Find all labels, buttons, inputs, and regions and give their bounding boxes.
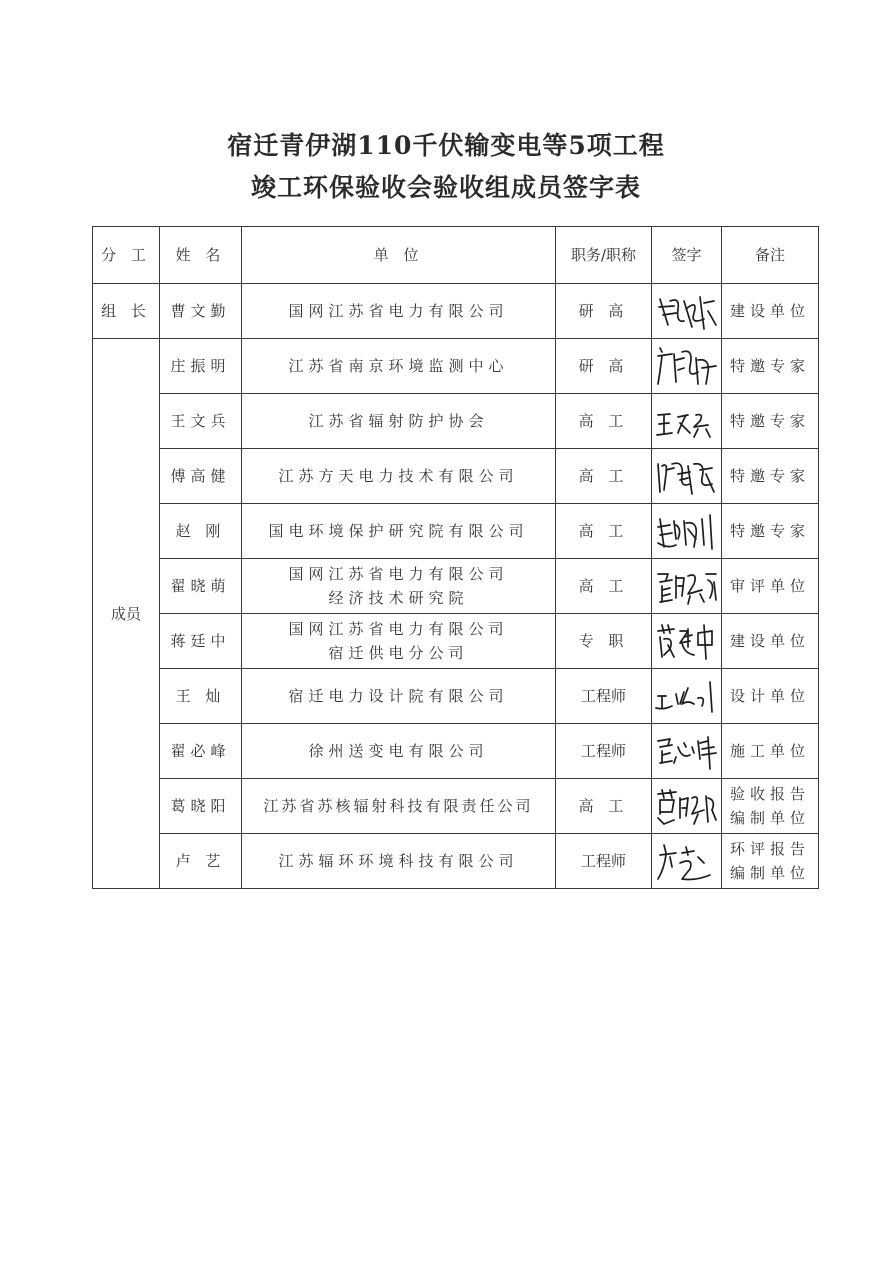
member-name: 傅高健 — [160, 449, 242, 504]
member-note: 施工单位 — [722, 724, 819, 779]
signature-cell — [652, 339, 722, 394]
member-unit: 江苏省苏核辐射科技有限责任公司 — [242, 779, 556, 834]
header-title: 职务/职称 — [556, 227, 652, 284]
member-name: 翟晓萌 — [160, 559, 242, 614]
title-line-2: 竣工环保验收会验收组成员签字表 — [250, 173, 641, 202]
member-title: 工程师 — [556, 834, 652, 889]
title-line-1: 宿迁青伊湖110千伏输变电等5项工程 — [227, 131, 665, 160]
member-note: 特邀专家 — [722, 449, 819, 504]
leader-group-cell: 组 长 — [93, 284, 160, 339]
header-role: 分 工 — [93, 227, 160, 284]
signature-庄振明 — [654, 342, 720, 390]
table-row — [93, 834, 819, 889]
table-row — [93, 779, 819, 834]
member-title: 高 工 — [556, 449, 652, 504]
member-unit: 宿迁电力设计院有限公司 — [242, 669, 556, 724]
header-name: 姓 名 — [160, 227, 242, 284]
signature-曹文勤 — [654, 289, 720, 333]
table-row — [93, 394, 819, 449]
member-name: 王文兵 — [160, 394, 242, 449]
member-note: 特邀专家 — [722, 394, 819, 449]
table-row — [93, 724, 819, 779]
member-note: 环评报告 编制单位 — [722, 834, 819, 889]
member-note: 建设单位 — [722, 614, 819, 669]
signature-cell — [652, 614, 722, 669]
header-row — [93, 227, 819, 284]
member-unit: 江苏辐环环境科技有限公司 — [242, 834, 556, 889]
member-title: 研 高 — [556, 339, 652, 394]
signature-cell — [652, 559, 722, 614]
member-title: 高 工 — [556, 559, 652, 614]
member-unit: 江苏省南京环境监测中心 — [242, 339, 556, 394]
table-row — [93, 504, 819, 559]
signature-王文兵 — [654, 399, 720, 443]
signature-cell — [652, 779, 722, 834]
signature-翟必峰 — [654, 729, 720, 773]
signature-葛晓阳 — [654, 784, 720, 828]
member-unit: 国网江苏省电力有限公司 经济技术研究院 — [242, 559, 556, 614]
header-unit: 单 位 — [242, 227, 556, 284]
member-title: 工程师 — [556, 724, 652, 779]
member-name: 翟必峰 — [160, 724, 242, 779]
signature-cell — [652, 669, 722, 724]
member-title: 高 工 — [556, 779, 652, 834]
table-row — [93, 449, 819, 504]
member-unit: 徐州送变电有限公司 — [242, 724, 556, 779]
signature-傅高健 — [654, 454, 720, 498]
member-unit: 国网江苏省电力有限公司 — [242, 284, 556, 339]
header-signature: 签字 — [652, 227, 722, 284]
table-row — [93, 284, 819, 339]
member-name: 曹文勤 — [160, 284, 242, 339]
signature-cell — [652, 724, 722, 779]
signature-卢艺 — [654, 839, 720, 883]
member-title: 专 职 — [556, 614, 652, 669]
member-name: 庄振明 — [160, 339, 242, 394]
member-name: 王 灿 — [160, 669, 242, 724]
member-unit: 江苏省辐射防护协会 — [242, 394, 556, 449]
member-note: 设计单位 — [722, 669, 819, 724]
member-note: 建设单位 — [722, 284, 819, 339]
signature-cell — [652, 449, 722, 504]
table-row — [93, 339, 819, 394]
member-note: 特邀专家 — [722, 339, 819, 394]
signature-cell — [652, 504, 722, 559]
member-title: 高 工 — [556, 394, 652, 449]
member-note: 审评单位 — [722, 559, 819, 614]
member-unit: 国电环境保护研究院有限公司 — [242, 504, 556, 559]
signature-cell — [652, 834, 722, 889]
member-title: 工程师 — [556, 669, 652, 724]
member-name: 蒋廷中 — [160, 614, 242, 669]
signature-table — [92, 226, 819, 889]
member-note: 特邀专家 — [722, 504, 819, 559]
header-note: 备注 — [722, 227, 819, 284]
member-unit: 国网江苏省电力有限公司 宿迁供电分公司 — [242, 614, 556, 669]
signature-王灿 — [654, 674, 720, 718]
signature-翟晓萌 — [654, 564, 720, 608]
signature-cell — [652, 394, 722, 449]
member-unit: 江苏方天电力技术有限公司 — [242, 449, 556, 504]
signature-cell — [652, 284, 722, 339]
member-name: 葛晓阳 — [160, 779, 242, 834]
signature-蒋廷中 — [654, 619, 720, 663]
member-group-cell: 成员 — [93, 339, 160, 889]
table-row — [93, 614, 819, 669]
table-row — [93, 669, 819, 724]
member-note: 验收报告 编制单位 — [722, 779, 819, 834]
member-name: 卢 艺 — [160, 834, 242, 889]
table-row — [93, 559, 819, 614]
member-title: 高 工 — [556, 504, 652, 559]
signature-赵刚 — [654, 509, 720, 553]
member-name: 赵 刚 — [160, 504, 242, 559]
member-title: 研 高 — [556, 284, 652, 339]
